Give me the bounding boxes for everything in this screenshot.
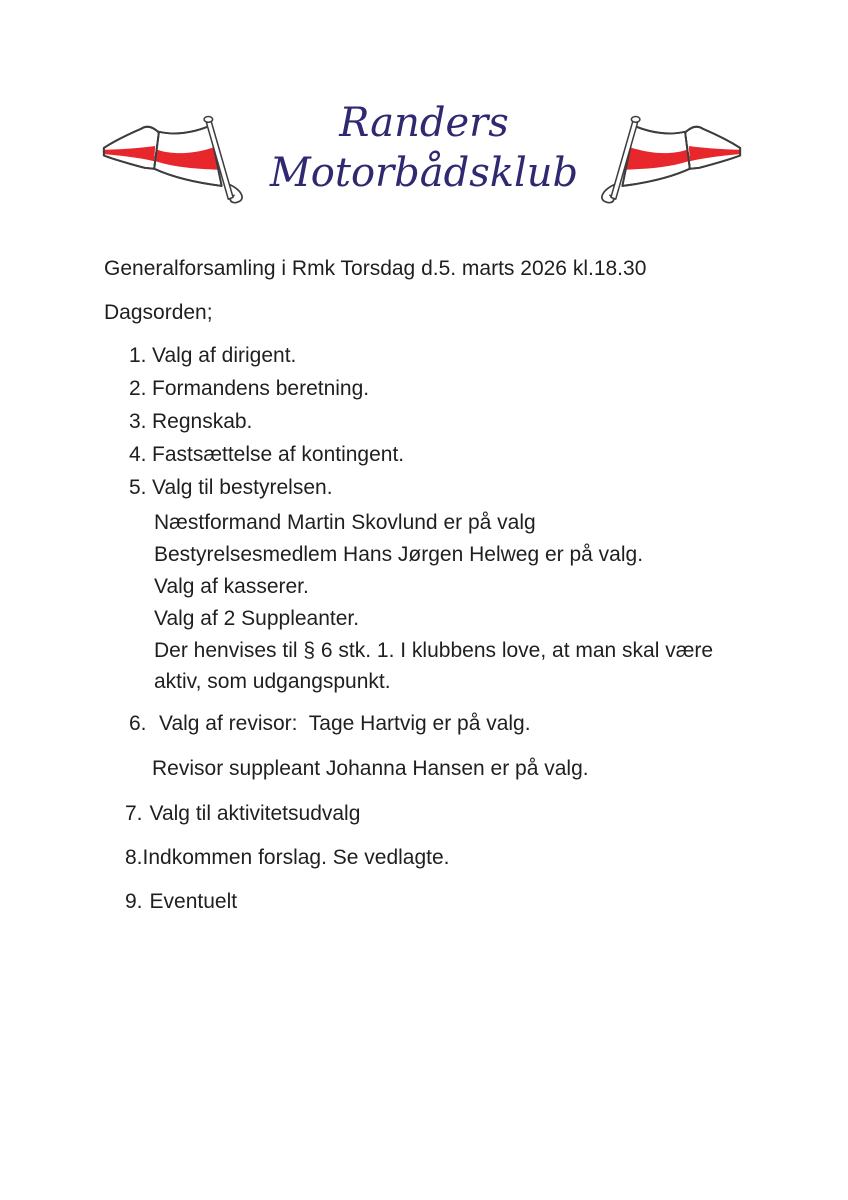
- agenda-item-text: Fastsættelse af kontingent.: [152, 443, 405, 466]
- agenda-subitem: Valg af 2 Suppleanter.: [154, 607, 360, 630]
- agenda-subitem: Bestyrelsesmedlem Hans Jørgen Helweg er på valg.: [154, 543, 644, 566]
- agenda-closing-items: [125, 800, 752, 916]
- club-name-line2: Motorbådsklub: [269, 150, 579, 196]
- agenda-item-6-details: [152, 753, 718, 784]
- agenda-item-3: [129, 408, 752, 436]
- agenda-subitem: Valg af kasserer.: [154, 575, 309, 598]
- agenda-item-text: Indkommen forslag. Se vedlagte.: [142, 846, 450, 869]
- agenda-item-text: Formandens beretning.: [152, 377, 370, 400]
- agenda-item-number: 6.: [129, 712, 147, 735]
- agenda-item-text: Valg af revisor: Tage Hartvig er på valg.: [159, 712, 531, 735]
- club-header: [0, 0, 848, 240]
- agenda-item-number: 5.: [129, 476, 147, 499]
- agenda-document: [104, 255, 752, 916]
- agenda-item-text: Valg til bestyrelsen.: [152, 476, 333, 499]
- agenda-list: [104, 342, 752, 784]
- club-name-line1: Randers: [339, 100, 509, 146]
- club-burgee-flag-right-icon: [591, 108, 743, 222]
- agenda-item-5: [129, 474, 752, 502]
- agenda-item-number: 8.: [125, 846, 143, 869]
- agenda-item-number: 1.: [129, 344, 147, 367]
- agenda-item-8: [125, 844, 752, 872]
- agenda-item-text: Valg til aktivitetsudvalg: [149, 802, 361, 825]
- agenda-item-7: [125, 800, 752, 828]
- agenda-item-4: [129, 441, 752, 469]
- meeting-title: Generalforsamling i Rmk Torsdag d.5. marts 2026 kl.18.30: [104, 257, 647, 280]
- agenda-item-number: 2.: [129, 377, 147, 400]
- agenda-item-text: Eventuelt: [149, 890, 238, 913]
- agenda-subitem: Næstformand Martin Skovlund er på valg: [154, 511, 536, 534]
- agenda-item-text: Valg af dirigent.: [152, 344, 297, 367]
- agenda-item-2: [129, 375, 752, 403]
- agenda-item-9: [125, 888, 752, 916]
- agenda-subitem: Der henvises til § 6 stk. 1. I klubbens love, at man skal være aktiv, som udgangspunkt.: [154, 639, 719, 693]
- agenda-item-number: 9.: [125, 890, 143, 913]
- agenda-item-number: 3.: [129, 410, 147, 433]
- agenda-item-1: [129, 342, 752, 370]
- agenda-subitem: Revisor suppleant Johanna Hansen er på valg.: [152, 757, 589, 780]
- agenda-item-6: [129, 710, 752, 738]
- agenda-item-text: Regnskab.: [152, 410, 253, 433]
- agenda-item-5-details: [154, 507, 720, 697]
- agenda-item-number: 7.: [125, 802, 143, 825]
- agenda-label: Dagsorden;: [104, 301, 213, 324]
- agenda-item-number: 4.: [129, 443, 147, 466]
